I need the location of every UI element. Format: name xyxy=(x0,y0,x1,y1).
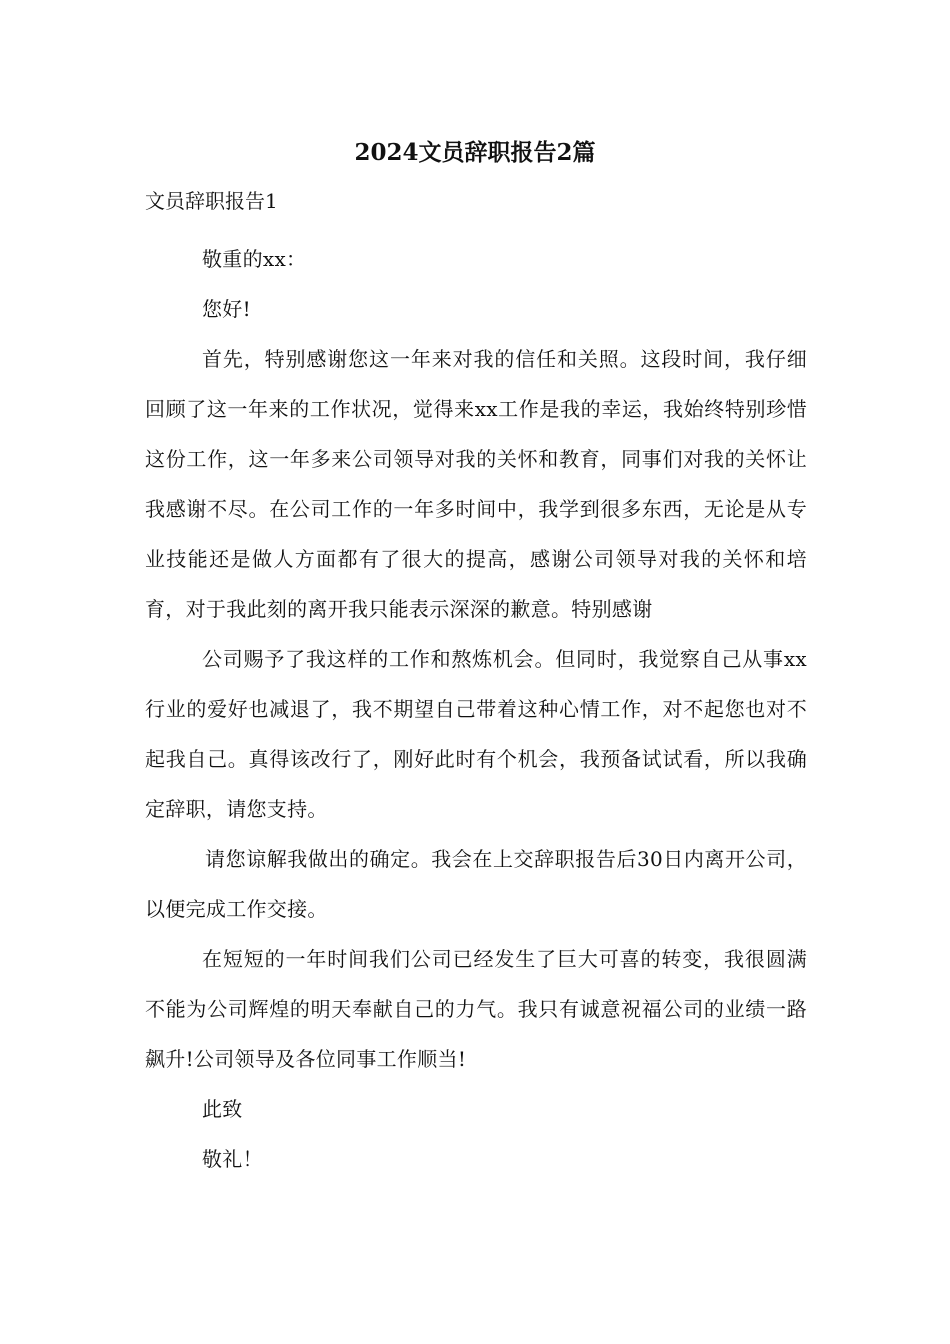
document-title: 2024文员辞职报告2篇 xyxy=(354,139,596,166)
closing-line-2: 敬礼！ xyxy=(202,1147,263,1171)
paragraph-4: 在短短的一年时间我们公司已经发生了巨大可喜的转变，我很圆满不能为公司辉煌的明天奉献自己的力气。我只有诚意祝福公司的业绩一路飙升!公司领导及各位同事工作顺当! xyxy=(145,947,807,1071)
paragraph-1: 首先，特别感谢您这一年来对我的信任和关照。这段时间，我仔细回顾了这一年来的工作状况，觉得来xx工作是我的幸运，我始终特别珍惜这份工作，这一年多来公司领导对我的关怀和教育，同事们对我的关怀让我感谢不尽。在公司工作的一年多时间中，我学到很多东西，无论是从专业技能还是做人方面都有了很大的提高，感谢公司领导对我的关怀和培育，对于我此刻的离开我只能表示深深的歉意。特别感谢 xyxy=(145,347,807,621)
letter-body xyxy=(145,234,807,1184)
closing-line-1: 此致 xyxy=(202,1097,243,1121)
paragraph-3: 请您谅解我做出的确定。我会在上交辞职报告后30日内离开公司，以便完成工作交接。 xyxy=(145,847,807,921)
paragraph-2: 公司赐予了我这样的工作和熬炼机会。但同时，我觉察自己从事xx行业的爱好也减退了，我不期望自己带着这种心情工作，对不起您也对不起我自己。真得该改行了，刚好此时有个机会，我预备试试看，所以我确定辞职，请您支持。 xyxy=(145,647,807,821)
salutation: 敬重的xx： xyxy=(202,247,307,271)
section-heading: 文员辞职报告1 xyxy=(145,189,278,213)
greeting: 您好! xyxy=(202,297,251,321)
